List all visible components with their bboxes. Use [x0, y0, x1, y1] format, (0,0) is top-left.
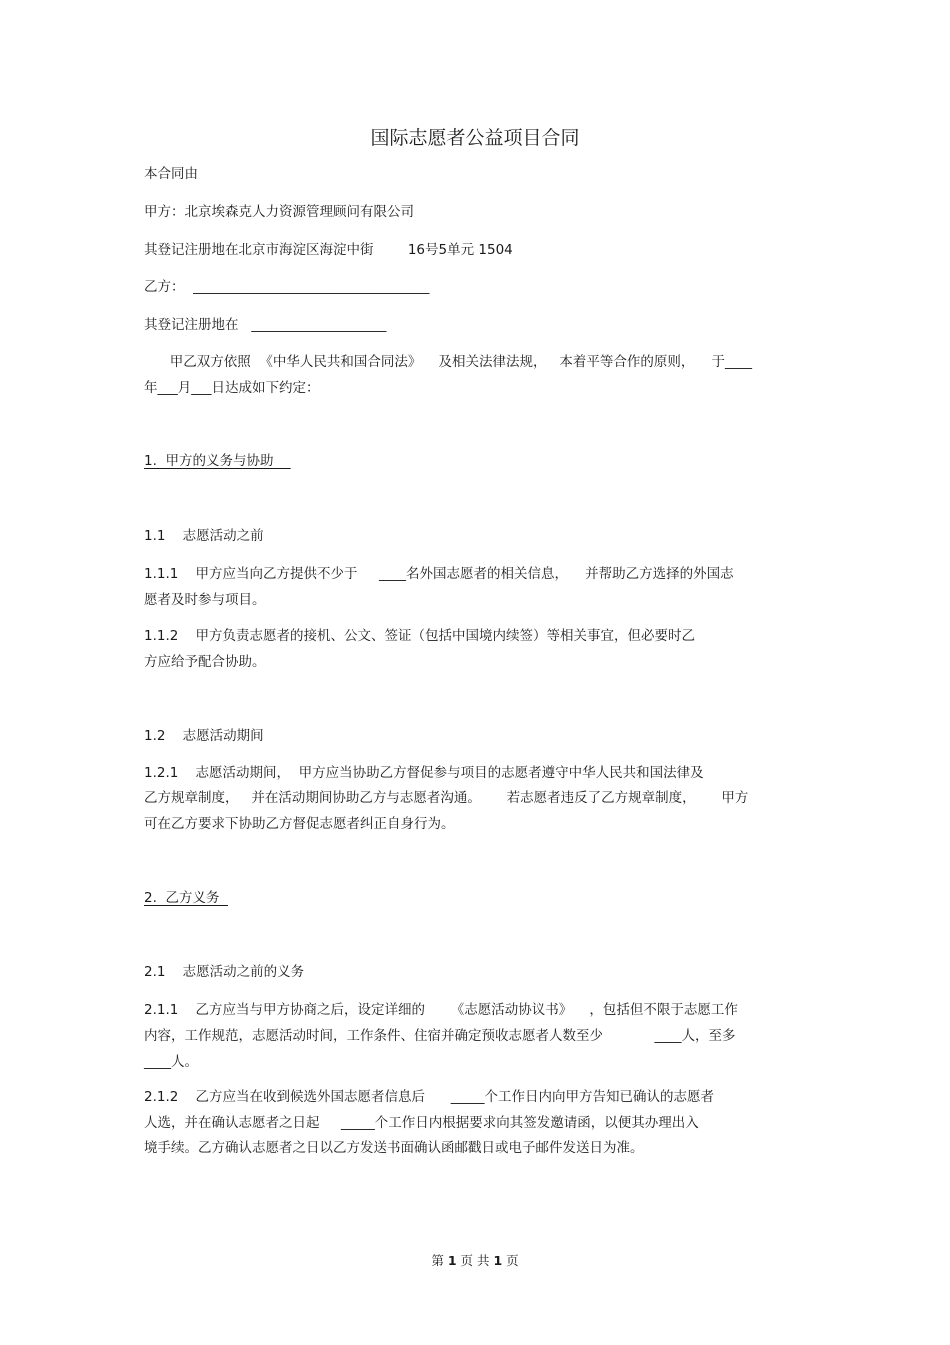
section-1-1-heading: 1.1 志愿活动之前	[144, 528, 264, 544]
page-number: 1	[447, 1253, 457, 1268]
footer-suffix: 页	[502, 1253, 519, 1268]
clause-1-2-1: 可在乙方要求下协助乙方督促志愿者纠正自身行为。	[144, 816, 455, 832]
clause-1-1-2: 方应给予配合协助。	[144, 654, 266, 670]
clause-2-1-1: 2.1.1 乙方应当与甲方协商之后，设定详细的 《志愿活动协议书》 ，包括但不限于志愿工作	[144, 1002, 738, 1018]
document-title: 国际志愿者公益项目合同	[370, 127, 580, 149]
clause-1-2-1: 1.2.1 志愿活动期间， 甲方应当协助乙方督促参与项目的志愿者遵守中华人民共和国法律及	[144, 765, 704, 781]
clause-1-1-1: 愿者及时参与项目。	[144, 592, 266, 608]
party-b-address: 其登记注册地在 ____________________	[144, 317, 387, 333]
party-b: 乙方： ___________________________________	[144, 279, 430, 295]
footer-prefix: 第	[431, 1253, 448, 1268]
section-2-1-heading: 2.1 志愿活动之前的义务	[144, 964, 305, 980]
section-1-heading: 1. 甲方的义务与协助	[144, 453, 291, 469]
total-pages: 1	[493, 1253, 503, 1268]
clause-2-1-2: 境手续。乙方确认志愿者之日以乙方发送书面确认函邮戳日或电子邮件发送日为准。	[144, 1140, 644, 1156]
clause-2-1-1: ____人。	[144, 1054, 198, 1070]
clause-2-1-2: 2.1.2 乙方应当在收到候选外国志愿者信息后 _____个工作日内向甲方告知已确认的志愿者	[144, 1089, 715, 1105]
clause-1-1-1: 1.1.1 甲方应当向乙方提供不少于 ____名外国志愿者的相关信息， 并帮助乙方选择的外国志	[144, 566, 734, 582]
preamble-line: 甲乙双方依照 《中华人民共和国合同法》 及相关法律法规， 本着平等合作的原则， 于____	[144, 354, 753, 370]
party-a-address: 其登记注册地在北京市海淀区海淀中街 16号5单元 1504	[144, 242, 513, 258]
clause-1-2-1: 乙方规章制度， 并在活动期间协助乙方与志愿者沟通。 若志愿者违反了乙方规章制度， 甲方	[144, 790, 749, 806]
clause-2-1-2: 人选，并在确认志愿者之日起 _____个工作日内根据要求向其签发邀请函，以便其办理出入	[144, 1115, 699, 1131]
clause-1-1-2: 1.1.2 甲方负责志愿者的接机、公文、签证（包括中国境内续签）等相关事宜，但必要时乙	[144, 628, 696, 644]
section-2-heading: 2. 乙方义务	[144, 890, 229, 906]
page-footer	[0, 1253, 950, 1269]
section-1-2-heading: 1.2 志愿活动期间	[144, 728, 264, 744]
intro-line: 本合同由	[144, 166, 198, 182]
party-a: 甲方：北京埃森克人力资源管理顾问有限公司	[144, 204, 414, 220]
clause-2-1-1: 内容，工作规范，志愿活动时间，工作条件、住宿并确定预收志愿者人数至少 ____人，至多	[144, 1028, 736, 1044]
preamble-line: 年___月___日达成如下约定：	[144, 380, 320, 396]
footer-middle: 页 共	[456, 1253, 494, 1268]
